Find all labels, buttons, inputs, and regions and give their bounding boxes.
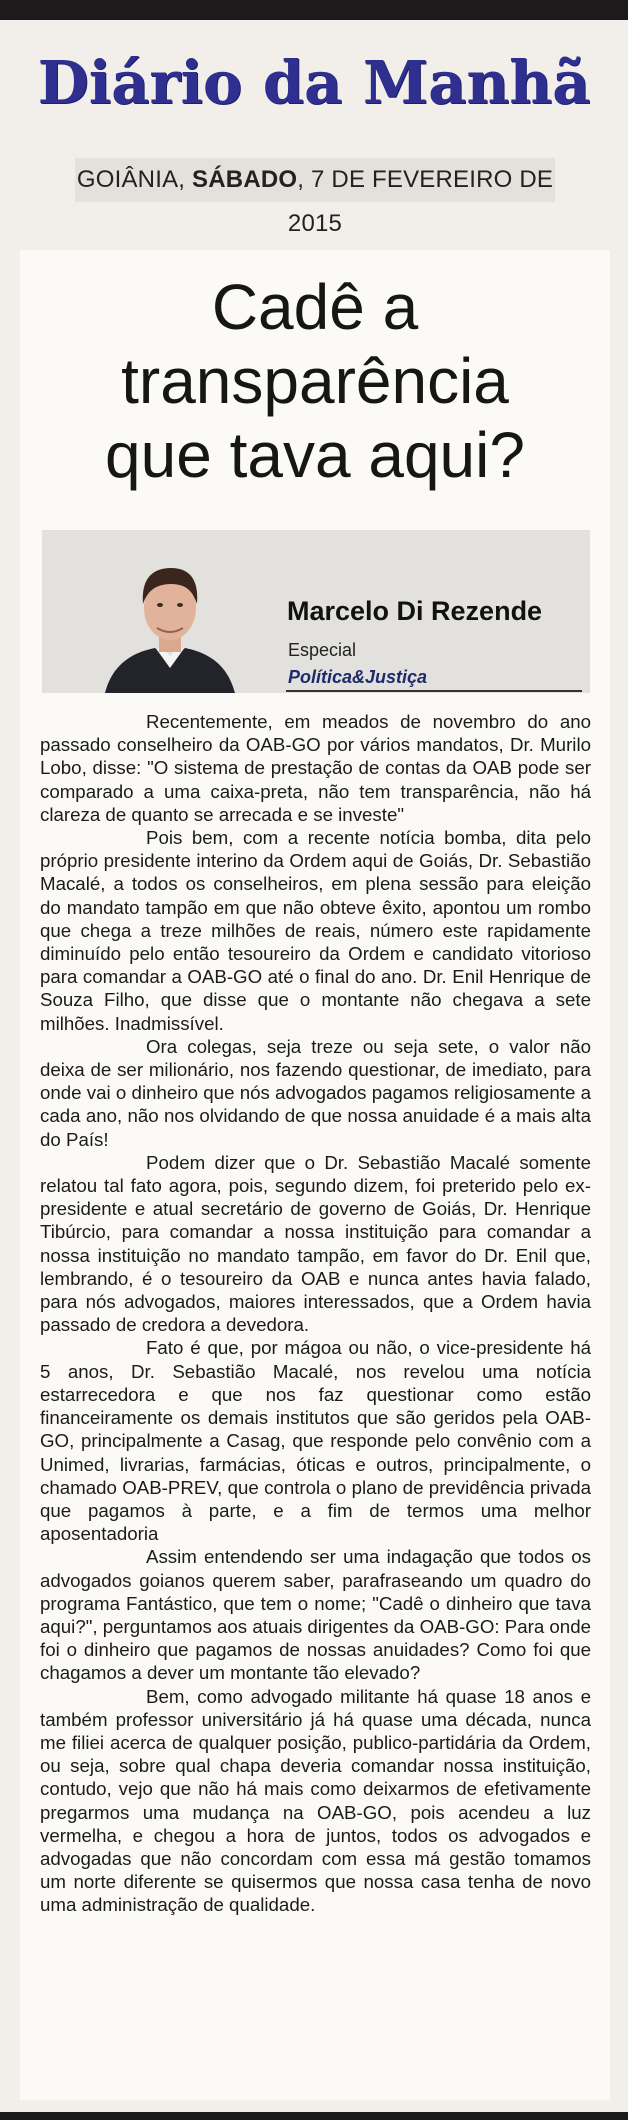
headline	[20, 270, 610, 492]
dateline	[75, 158, 555, 237]
byline-rule	[286, 690, 582, 692]
dateline-city: GOIÂNIA,	[76, 166, 186, 193]
headline-line: transparência	[121, 345, 509, 417]
author-name: Marcelo Di Rezende	[287, 596, 543, 626]
dateline-day: SÁBADO	[192, 166, 298, 193]
masthead: Diário da Manhã	[37, 48, 591, 117]
author-photo	[95, 550, 245, 693]
paragraph: Pois bem, com a recente notícia bomba, dita pelo próprio presidente interino da Ordem aqui de Goiás, Dr. Sebastião Macalé, a todos os conselheiros, em plena sessão para eleição do mandato tampão em que não obteve êxito, apontou um rombo que chega a treze milhões de reais, número este rapidamente diminuído pelo então tesoureiro da Ordem e candidato vitorioso para comandar a OAB-GO até o final do ano. Dr. Enil Henrique de Souza Filho, que disse que o montante não chegava a sete milhões. Inadmissível.	[40, 827, 591, 1034]
section-label: Política&Justiça	[288, 667, 428, 687]
paragraph: Ora colegas, seja treze ou seja sete, o valor não deixa de ser milionário, nos fazendo questionar, de imediato, para onde vai o dinheiro que nós advogados pagamos religiosamente a cada ano, não nos olvidando de que nossa anuidade é a mais alta do País!	[40, 1035, 591, 1150]
paragraph: Assim entendendo ser uma indagação que todos os advogados goianos querem saber, parafraseando um quadro do programa Fantástico, que tem o nome; "Cadê o dinheiro que tava aqui?", perguntamos aos atuais dirigentes da OAB-GO: Para onde foi o dinheiro que pagamos de nossas anuidades? Como foi que chagamos a dever um montante tão elevado?	[40, 1546, 591, 1684]
paragraph: Podem dizer que o Dr. Sebastião Macalé somente relatou tal fato agora, pois, segundo dizem, foi preterido pelo ex-presidente e atual secretário de governo de Goiás, Dr. Henrique Tibúrcio, para comandar a nossa instituição para comandar a nossa instituição no mandato tampão, em favor do Dr. Enil que, lembrando, é o tesoureiro da OAB e nunca antes havia falado, para nós advogados, maiores interessados, que a Ordem havia passado de credora a devedora.	[40, 1151, 591, 1336]
paragraph: Recentemente, em meados de novembro do ano passado conselheiro da OAB-GO por vários mandatos, Dr. Murilo Lobo, disse: "O sistema de prestação de contas da OAB pode ser comparado a uma caixa-preta, não tem transparência, não há clareza de quanto se arrecada e se investe"	[40, 711, 591, 825]
paragraph: Fato é que, por mágoa ou não, o vice-presidente há 5 anos, Dr. Sebastião Macalé, nos revelou uma notícia estarrecedora e que nos faz questionar como estão financeiramente os demais institutos que são geridos pela OAB-GO, principalmente a Casag, que responde pelo convênio com a Unimed, livrarias, farmácias, óticas e outros, principalmente, o chamado OAB-PREV, que controla o plano de previdência privada que pagamos à parte, e a fim de termos uma melhor aposentadoria	[40, 1337, 591, 1545]
paragraph: Bem, como advogado militante há quase 18 anos e também professor universitário já há quase uma década, nunca me filiei acerca de qualquer posição, publico-partidária da Ordem, ou seja, sobre qual chapa deveria comandar nossa instituição, contudo, vejo que não há mais como deixarmos de efetivamente pregarmos uma mudança na OAB-GO, pois acendeu a luz vermelha, e chegou a hora de juntos, todos os advogados e advogadas que não concordam com essa má gestão tomamos um norte diferente se quisermos que nossa casa tenha de novo uma administração de qualidade.	[40, 1685, 591, 1916]
author-role: Especial	[288, 640, 357, 660]
article-body	[40, 710, 591, 1917]
headline-line: que tava aqui?	[105, 419, 525, 491]
dateline-date: , 7 DE FEVEREIRO DE 2015	[287, 166, 554, 237]
headline-line: Cadê a	[211, 271, 419, 343]
